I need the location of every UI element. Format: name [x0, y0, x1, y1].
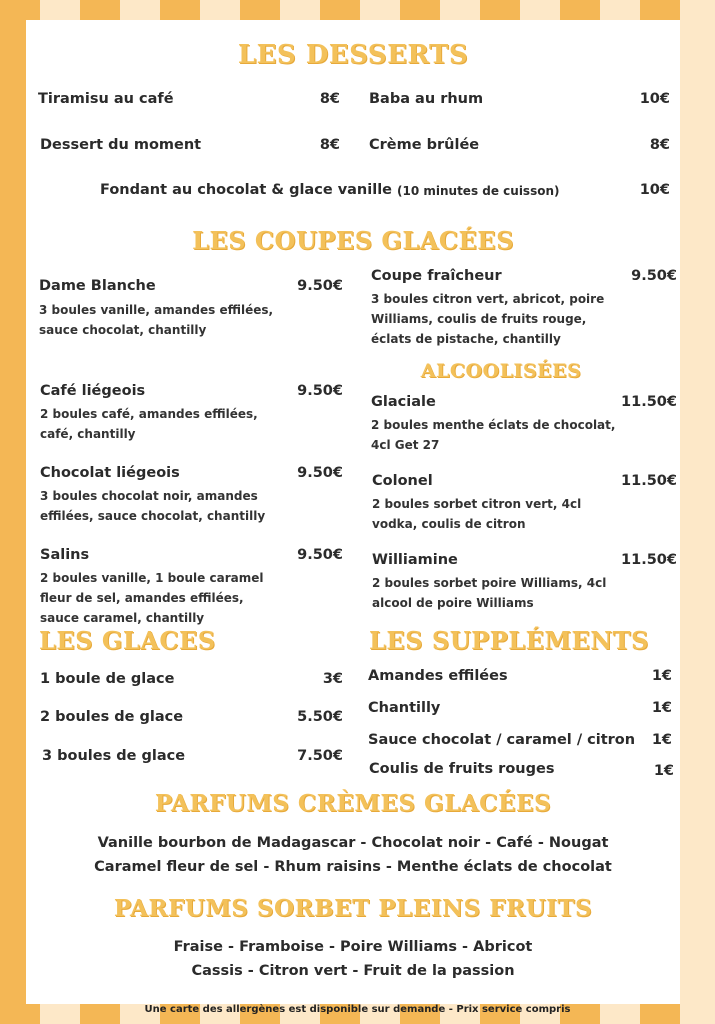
supplement-price-coulis: 1€	[653, 763, 674, 779]
alcool-name-colonel: Colonel	[372, 473, 433, 489]
parfums-sorbet-heading: PARFUMS SORBET PLEINS FRUITS	[113, 895, 593, 922]
alcool-desc-glaciale: 2 boules menthe éclats de chocolat, 4cl Get 27	[371, 418, 616, 452]
coupe-price-dame-blanche: 9.50€	[297, 278, 343, 294]
desserts-heading: LES DESSERTS	[237, 40, 469, 70]
coupe-desc-dame-blanche: 3 boules vanille, amandes effilées, sauce chocolat, chantilly	[39, 303, 274, 337]
coupe-name-chocolat-liegeois: Chocolat liégeois	[40, 465, 180, 481]
coupe-name-dame-blanche: Dame Blanche	[39, 278, 156, 294]
dessert-price-fondant: 10€	[639, 182, 670, 198]
dessert-name-tiramisu: Tiramisu au café	[38, 91, 174, 107]
coupe-desc-cafe-liegeois: 2 boules café, amandes effilées, café, chantilly	[40, 407, 258, 441]
parfums-cremes-line-1: Vanille bourbon de Madagascar - Chocolat noir - Café - Nougat	[97, 835, 609, 851]
coupes-heading: LES COUPES GLACÉES	[192, 226, 514, 255]
dessert-name-baba: Baba au rhum	[369, 91, 484, 107]
alcool-price-colonel: 11.50€	[621, 473, 677, 489]
supplement-price-amandes: 1€	[651, 668, 672, 684]
coupe-name-salins: Salins	[40, 547, 90, 563]
alcool-name-williamine: Williamine	[372, 552, 458, 568]
glace-price-1: 3€	[322, 671, 343, 687]
supplement-price-chantilly: 1€	[651, 700, 672, 716]
coupe-price-fraicheur: 9.50€	[631, 268, 677, 284]
dessert-price-creme-brulee: 8€	[649, 137, 670, 153]
dessert-price-baba: 10€	[639, 91, 670, 107]
dessert-price-du-moment: 8€	[319, 137, 340, 153]
alcoolisees-heading: ALCOOLISÉES	[420, 360, 582, 382]
alcool-price-glaciale: 11.50€	[621, 394, 677, 410]
footer-note: Une carte des allergènes est disponible sur demande - Prix service compris	[144, 1004, 571, 1015]
dessert-note-fondant: (10 minutes de cuisson)	[397, 184, 560, 198]
coupe-name-cafe-liegeois: Café liégeois	[40, 383, 146, 399]
alcool-price-williamine: 11.50€	[621, 552, 677, 568]
alcool-desc-williamine: 2 boules sorbet poire Williams, 4cl alcool de poire Williams	[372, 576, 607, 610]
dessert-price-tiramisu: 8€	[319, 91, 340, 107]
glace-name-3: 3 boules de glace	[42, 748, 186, 764]
glace-name-2: 2 boules de glace	[40, 709, 184, 725]
parfums-sorbet-line-1: Fraise - Framboise - Poire Williams - Abricot	[173, 939, 533, 955]
glace-name-1: 1 boule de glace	[40, 671, 175, 687]
coupe-desc-salins: 2 boules vanille, 1 boule caramel fleur de sel, amandes effilées, sauce caramel, chantilly	[40, 571, 264, 625]
dessert-name-du-moment: Dessert du moment	[40, 137, 202, 153]
supplements-heading: LES SUPPLÉMENTS	[369, 626, 649, 655]
coupe-price-cafe-liegeois: 9.50€	[297, 383, 343, 399]
supplement-price-sauce: 1€	[651, 732, 672, 748]
coupe-desc-fraicheur: 3 boules citron vert, abricot, poire Williams, coulis de fruits rouge, éclats de pistache, chantilly	[371, 292, 605, 346]
coupe-name-fraicheur: Coupe fraîcheur	[371, 268, 502, 284]
parfums-sorbet-line-2: Cassis - Citron vert - Fruit de la passion	[191, 963, 515, 979]
supplement-name-chantilly: Chantilly	[368, 700, 441, 716]
parfums-cremes-line-2: Caramel fleur de sel - Rhum raisins - Menthe éclats de chocolat	[94, 859, 612, 875]
alcool-name-glaciale: Glaciale	[371, 394, 436, 410]
dessert-name-creme-brulee: Crème brûlée	[369, 137, 480, 153]
dessert-name-fondant: Fondant au chocolat & glace vanille	[100, 182, 393, 198]
coupe-price-chocolat-liegeois: 9.50€	[297, 465, 343, 481]
supplement-name-amandes: Amandes effilées	[368, 668, 508, 684]
glace-price-2: 5.50€	[297, 709, 343, 725]
glaces-heading: LES GLACES	[39, 626, 216, 655]
coupe-price-salins: 9.50€	[297, 547, 343, 563]
supplement-name-coulis: Coulis de fruits rouges	[369, 761, 555, 777]
parfums-cremes-heading: PARFUMS CRÈMES GLACÉES	[154, 790, 552, 817]
coupe-desc-chocolat-liegeois: 3 boules chocolat noir, amandes effilées, sauce chocolat, chantilly	[40, 489, 266, 523]
alcool-desc-colonel: 2 boules sorbet citron vert, 4cl vodka, coulis de citron	[372, 497, 582, 531]
supplement-name-sauce: Sauce chocolat / caramel / citron	[368, 732, 636, 748]
menu-page	[26, 20, 680, 1004]
glace-price-3: 7.50€	[297, 748, 343, 764]
